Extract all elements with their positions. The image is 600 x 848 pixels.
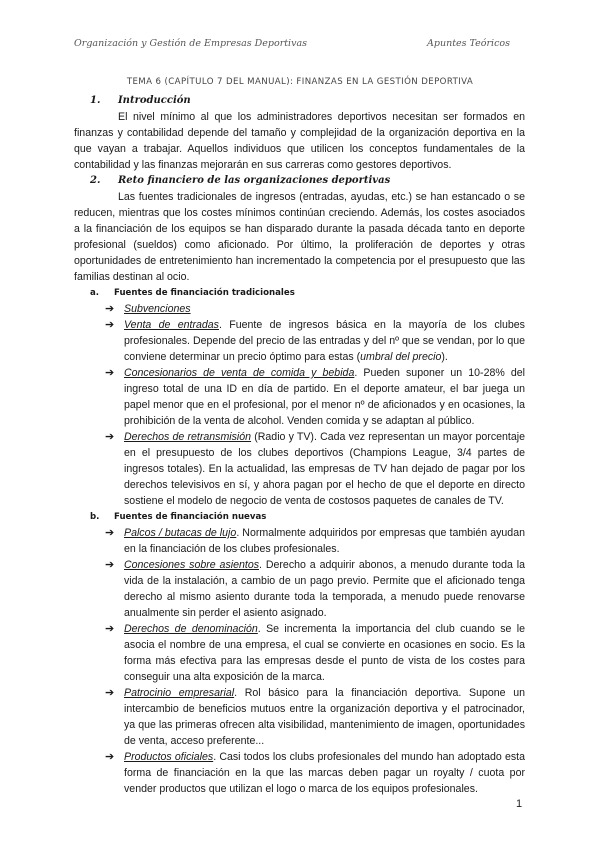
list-item-text: . Derecho a adquirir abonos, a menudo durante toda la vida de la instalación, a cambio de un pago previo. Permite que el aficionado tenga derecho al mismo asiento durante toda la temporada, a menudo puede renovarse anualmente sin perder el asiento asignado. — [124, 559, 525, 619]
arrow-bullet-icon: ➔ — [105, 319, 115, 331]
list-item-term: Palcos / butacas de lujo — [124, 527, 237, 539]
document-body — [74, 93, 525, 797]
list-item-term: Subvenciones — [124, 303, 191, 315]
list-item-text: . Normalmente adquiridos por empresas que también ayudan en la financiación de los clubes profesionales. — [124, 527, 525, 555]
list-item-text: . Casi todos los clubs profesionales del mundo han adoptado esta forma de financiación en la que las marcas deben pagar un royalty / cuota por vender productos que utilizan el logo o marca de los equipos profesionales. — [124, 751, 525, 795]
list-item — [105, 301, 525, 317]
subsection-a-label: a. — [90, 288, 100, 298]
list-item-term: Derechos de retransmisión — [124, 431, 252, 443]
list-item-term: Concesiones sobre asientos — [124, 559, 260, 571]
list-item-term: Concesionarios de venta de comida y bebida — [124, 367, 355, 379]
section-1-paragraph: El nivel mínimo al que los administradores deportivos necesitan ser formados en finanzas y contabilidad depende del tamaño y complejidad de la organización deportiva en la que vayan a trabajar. Aquellos individuos que utilicen los conceptos fundamentales de la contabilidad y las finanzas mejorarán en sus carreras como gestores deportivos. — [74, 111, 525, 171]
list-item — [105, 429, 525, 509]
subsection-a-heading — [74, 285, 525, 301]
list-item-text: . Rol básico para la financiación deportiva. Supone un intercambio de beneficios mutuos entre la organización deportiva y el patrocinador, ya que las primeras ofrecen alta visibilidad, mantenimiento de imagen, oportunidades de venta, acceso preferente... — [124, 687, 525, 747]
arrow-bullet-icon: ➔ — [105, 303, 115, 315]
list-item-text: . Se incrementa la importancia del club cuando se le asocia el nombre de una empresa, el cual se convierte en ocasiones en socio. Es la forma más efectiva para las empresas desde el punto de vista de los costes para conseguir una alta exposición de la marca. — [124, 623, 526, 683]
subsection-a-title: Fuentes de financiación tradicionales — [114, 288, 295, 298]
header-left: Organización y Gestión de Empresas Deportivas — [74, 38, 307, 49]
list-item-text: . Fuente de ingresos básica en la mayoría de los clubes profesionales. Depende del precio de las entradas y del nº que se vendan, por lo que conviene determinar un precio óptimo para estas ( — [124, 319, 525, 363]
list-item-italic: umbral del precio — [360, 351, 442, 363]
section-2-number: 2. — [90, 175, 101, 186]
section-1-heading — [74, 93, 525, 109]
list-item-text: (Radio y TV). Cada vez representan un mayor porcentaje en el presupuesto de los clubes deportivos (Champions League, 3/4 partes de ingresos totales). En la actualidad, las empresas de TV han dejado de pagar por los derechos televisivos en sí, y ahora pagan por el hecho de que el deporte en directo sostiene el modelo de negocio de venta de costosos paquetes de canales de TV. — [124, 431, 525, 507]
arrow-bullet-icon: ➔ — [105, 623, 115, 635]
list-item — [105, 557, 525, 621]
list-item-term: Patrocinio empresarial — [124, 687, 235, 699]
arrow-bullet-icon: ➔ — [105, 687, 115, 699]
subsection-b-label: b. — [90, 512, 100, 522]
list-item-text: . Pueden suponer un 10-28% del ingreso total de una ID en día de partido. En el deporte amateur, el bar juega un papel menor que en el profesional, por el menor nº de aficionados y en ocasiones, la prohibición de la venta de alcohol. Venden comida y se adaptan al público. — [124, 367, 526, 427]
subsection-a-list — [74, 301, 525, 509]
subsection-b-title: Fuentes de financiación nuevas — [114, 512, 267, 522]
list-item-term: Venta de entradas — [124, 319, 219, 331]
list-item — [105, 685, 525, 749]
list-item-term: Productos oficiales — [124, 751, 214, 763]
list-item — [105, 749, 525, 797]
arrow-bullet-icon: ➔ — [105, 367, 115, 379]
section-1-number: 1. — [90, 95, 101, 106]
section-2-heading — [74, 173, 525, 189]
arrow-bullet-icon: ➔ — [105, 527, 115, 539]
arrow-bullet-icon: ➔ — [105, 559, 115, 571]
page-title: TEMA 6 (CAPÍTULO 7 DEL MANUAL): FINANZAS EN LA GESTIÓN DEPORTIVA — [126, 77, 474, 87]
list-item-term: Derechos de denominación — [124, 623, 258, 635]
arrow-bullet-icon: ➔ — [105, 431, 115, 443]
subsection-b-heading — [74, 509, 525, 525]
list-item-tail: ). — [441, 351, 448, 363]
list-item — [105, 621, 525, 685]
header-right: Apuntes Teóricos — [427, 38, 510, 49]
section-2-title: Reto financiero de las organizaciones deportivas — [118, 175, 391, 186]
list-item — [105, 365, 525, 429]
section-1-title: Introducción — [118, 95, 191, 106]
page-number: 1 — [516, 798, 523, 810]
arrow-bullet-icon: ➔ — [105, 751, 115, 763]
section-2-paragraph: Las fuentes tradicionales de ingresos (entradas, ayudas, etc.) se han estancado o se reducen, mientras que los costes mínimos continúan creciendo. Además, los costes asociados a la financiación de los equipos se han disparado durante la pasada década tanto en deporte profesional (sueldos) como aficionado. Por último, la proliferación de deportes y otras oportunidades de entretenimiento han incrementado la competencia por el presupuesto que las familias destinan al ocio. — [74, 191, 525, 283]
subsection-b-list — [74, 525, 525, 797]
list-item — [105, 317, 525, 365]
list-item — [105, 525, 525, 557]
